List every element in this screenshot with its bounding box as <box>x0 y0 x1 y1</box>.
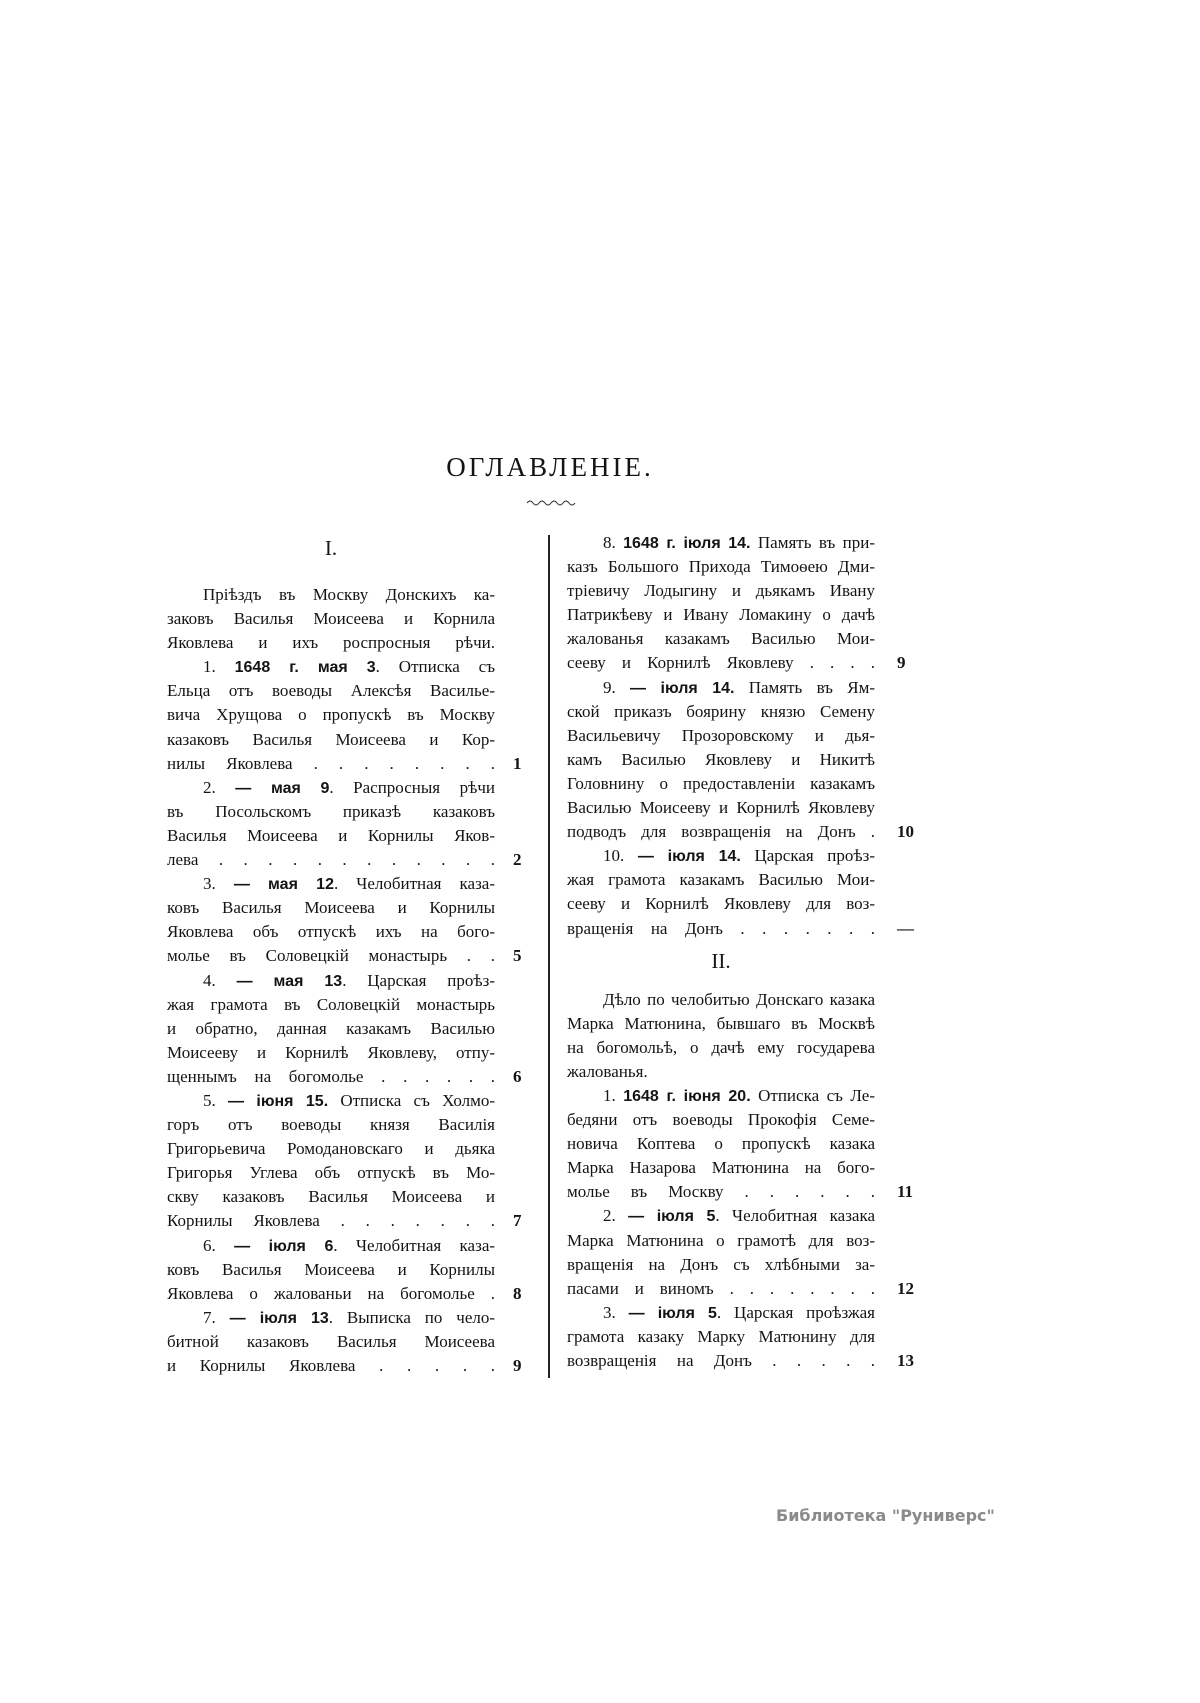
entry-number: 1. <box>603 1085 616 1105</box>
toc-entry-first-line <box>167 776 495 800</box>
toc-entry-first-line <box>567 531 875 555</box>
entry-text: . Челобитная каза- <box>333 1235 496 1255</box>
toc-line: Яковлева объ отпускѣ ихъ на бого- <box>167 922 495 942</box>
page-number[interactable]: 10 <box>897 822 914 842</box>
toc-line: Моисееву и Корнилѣ Яковлеву, отпу- <box>167 1042 495 1062</box>
entry-number: 6. <box>203 1235 216 1255</box>
section-heading-2: II. <box>711 948 731 973</box>
toc-entry-first-line <box>567 844 875 868</box>
toc-line: молье въ Москву . . . . . . 11 <box>567 1180 875 1204</box>
page-number[interactable]: 1 <box>513 753 522 773</box>
entry-text: . Царская проѣзжая <box>716 1302 875 1322</box>
page-number[interactable]: 5 <box>513 946 522 966</box>
page-number[interactable]: 9 <box>513 1356 522 1375</box>
toc-right-column <box>567 531 914 1373</box>
toc-line: и обратно, данная казакамъ Василью <box>167 1018 495 1038</box>
toc-line: горъ отъ воеводы князя Василія <box>167 1115 495 1135</box>
entry-text: Отписка съ Ле- <box>750 1085 875 1105</box>
toc-entry <box>167 776 522 872</box>
toc-line: Григорья Углева объ отпускѣ въ Мо- <box>167 1163 495 1183</box>
toc-line: ской приказъ боярину князю Семену <box>567 701 875 721</box>
toc-entry <box>567 1084 914 1204</box>
toc-entry <box>167 655 522 775</box>
entry-text: . Отписка съ <box>375 657 495 677</box>
entry-date: — іюля 5 <box>628 1304 717 1322</box>
toc-entry-first-line <box>167 655 495 679</box>
library-watermark: Библиотека "Руниверс" <box>776 1506 995 1525</box>
entry-date: — мая 9 <box>235 779 330 797</box>
toc-line: Головнину о предоставленіи казакамъ <box>567 773 875 793</box>
toc-line: новича Коптева о пропускѣ казака <box>567 1134 875 1154</box>
entry-date: — іюля 6 <box>234 1237 334 1255</box>
page-number[interactable]: 9 <box>897 653 906 673</box>
toc-line: Васильевичу Прозоровскому и дья- <box>567 725 875 745</box>
page-number[interactable]: — <box>897 918 914 938</box>
toc-line: казъ Большого Прихода Тимоѳею Дми- <box>567 557 875 577</box>
toc-line: подводъ для возвращенія на Донъ . 10 <box>567 820 875 844</box>
toc-line: Василья Моисеева и Корнилы Яков- <box>167 825 495 845</box>
entry-number: 2. <box>603 1206 616 1226</box>
toc-entry <box>167 969 522 1089</box>
toc-entry <box>167 1234 522 1306</box>
toc-entry <box>167 1306 522 1378</box>
toc-line: тріевичу Лодыгину и дьякамъ Ивану <box>567 581 875 601</box>
entry-text: Память въ при- <box>750 533 876 552</box>
entry-number: 8. <box>603 533 616 552</box>
toc-line: Василью Моисееву и Корнилѣ Яковлеву <box>567 798 875 818</box>
entry-date: — іюля 14. <box>630 679 735 697</box>
entry-text: Отписка съ Холмо- <box>328 1090 495 1110</box>
entry-text: . Выписка по чело- <box>328 1307 496 1327</box>
page-number[interactable]: 8 <box>513 1283 522 1303</box>
toc-entry <box>567 1204 914 1300</box>
toc-line: нилы Яковлева . . . . . . . . 1 <box>167 752 495 776</box>
page-title: ОГЛАВЛЕНІЕ. <box>446 452 654 482</box>
toc-line: Григорьевича Ромодановскаго и дьяка <box>167 1139 495 1159</box>
toc-line: сееву и Корнилѣ Яковлеву для воз- <box>567 894 875 914</box>
toc-line: въ Посольскомъ приказѣ казаковъ <box>167 801 495 821</box>
section-description <box>567 988 875 1084</box>
toc-line: Дѣло по челобитью Донскаго казака <box>603 989 875 1009</box>
toc-line: вращенія на Донъ . . . . . . . — <box>567 917 875 941</box>
toc-entry-first-line <box>167 1089 495 1113</box>
entry-date: 1648 г. іюня 20. <box>623 1087 751 1105</box>
page-number[interactable]: 7 <box>513 1211 522 1231</box>
toc-line: Прiѣздъ въ Москву Донскихъ ка- <box>203 585 495 604</box>
entry-text: . Челобитная каза- <box>333 874 496 894</box>
toc-line: Ельца отъ воеводы Алексѣя Василье- <box>167 681 495 701</box>
toc-line: битной казаковъ Василья Моисеева <box>167 1331 495 1351</box>
toc-line: Патрикѣеву и Ивану Ломакину о дачѣ <box>567 605 875 625</box>
entry-number: 4. <box>203 970 216 990</box>
toc-line: сееву и Корнилѣ Яковлеву . . . . 9 <box>567 651 875 675</box>
toc-line: жалованья казакамъ Василью Мои- <box>567 629 875 649</box>
entry-number: 5. <box>203 1090 216 1110</box>
entry-date: — іюля 5 <box>628 1208 716 1226</box>
page-number[interactable]: 2 <box>513 850 522 870</box>
section-description <box>167 583 495 655</box>
toc-line: Марка Матюнина, бывшаго въ Москвѣ <box>567 1013 875 1033</box>
entry-text: . Челобитная казака <box>715 1206 876 1226</box>
toc-entry-first-line <box>567 676 875 700</box>
entry-number: 1. <box>203 657 216 677</box>
toc-entry <box>167 1089 522 1234</box>
entry-number: 10. <box>603 846 625 866</box>
page-number[interactable]: 6 <box>513 1066 522 1086</box>
page-number[interactable]: 11 <box>897 1182 914 1202</box>
toc-entry <box>167 872 522 968</box>
page-number[interactable]: 13 <box>897 1351 914 1370</box>
toc-left-column <box>167 583 522 1378</box>
entry-text: Царская проѣз- <box>740 846 875 866</box>
entry-number: 9. <box>603 677 616 697</box>
entry-text: . Царская проѣз- <box>342 970 496 990</box>
toc-entry-first-line <box>167 1306 495 1330</box>
toc-line: ковъ Василья Моисеева и Корнилы <box>167 1259 495 1279</box>
entry-number: 7. <box>203 1307 216 1327</box>
toc-line: лева . . . . . . . . . . . . 2 <box>167 848 495 872</box>
entry-text: Память въ Ям- <box>734 677 876 697</box>
entry-date: — мая 12 <box>233 876 334 894</box>
toc-line: камъ Василью Яковлеву и Никитѣ <box>567 749 875 769</box>
toc-line: и Корнилы Яковлева . . . . . 9 <box>167 1354 495 1378</box>
toc-line: пасами и виномъ . . . . . . . . 12 <box>567 1277 875 1301</box>
entry-date: — іюля 13 <box>229 1309 329 1327</box>
toc-line: вращенія на Донъ съ хлѣбными за- <box>567 1254 875 1274</box>
toc-line: казаковъ Василья Моисеева и Кор- <box>167 729 495 749</box>
toc-line: жая грамота казакамъ Василью Мои- <box>567 870 875 890</box>
toc-line: грамота казаку Марку Матюнину для <box>567 1326 875 1346</box>
title-ornament <box>526 497 576 509</box>
toc-line: Яковлева о жалованьи на богомолье . 8 <box>167 1282 495 1306</box>
section-heading-1: I. <box>324 536 338 560</box>
entry-date: — іюля 14. <box>637 848 741 866</box>
toc-entry-first-line <box>567 1204 875 1228</box>
toc-line: Корнилы Яковлева . . . . . . . 7 <box>167 1209 495 1233</box>
entry-date: 1648 г. іюля 14. <box>623 535 751 552</box>
toc-line: жалованья. <box>567 1061 648 1081</box>
toc-line: ковъ Василья Моисеева и Корнилы <box>167 898 495 918</box>
toc-line: Марка Назарова Матюнина на бого- <box>567 1158 875 1178</box>
toc-line: скву казаковъ Василья Моисеева и <box>167 1187 495 1207</box>
toc-line: заковъ Василья Моисеева и Корнила <box>167 609 495 629</box>
toc-line: вича Хрущова о пропускѣ въ Москву <box>167 705 495 725</box>
entry-number: 3. <box>203 874 216 894</box>
entry-date: 1648 г. мая 3 <box>234 659 376 677</box>
toc-line: возвращенія на Донъ . . . . . 13 <box>567 1349 875 1373</box>
entry-text: . Распросныя рѣчи <box>329 777 495 797</box>
toc-line: Яковлева и ихъ роспросныя рѣчи. <box>167 633 495 653</box>
toc-entry-first-line <box>167 969 495 993</box>
toc-entry-first-line <box>567 1084 875 1108</box>
toc-line: на богомольѣ, о дачѣ ему государева <box>567 1037 875 1057</box>
entry-number: 3. <box>603 1302 616 1322</box>
toc-entry-first-line <box>567 1301 875 1325</box>
toc-entry-first-line <box>167 1234 495 1258</box>
toc-entry <box>567 1301 914 1373</box>
toc-line: щеннымъ на богомолье . . . . . . 6 <box>167 1065 495 1089</box>
entry-date: — мая 13 <box>236 972 343 990</box>
column-divider <box>548 535 550 1378</box>
toc-line: молье въ Соловецкій монастырь . . 5 <box>167 944 495 968</box>
toc-entry <box>567 531 906 676</box>
toc-entry-first-line <box>167 872 495 896</box>
toc-entry <box>567 676 914 845</box>
toc-line: жая грамота въ Соловецкій монастырь <box>167 994 495 1014</box>
toc-line: Марка Матюнина о грамотѣ для воз- <box>567 1230 875 1250</box>
page-number[interactable]: 12 <box>897 1278 914 1298</box>
toc-line: бедяни отъ воеводы Прокофія Семе- <box>567 1110 875 1130</box>
entry-date: — іюня 15. <box>227 1092 329 1110</box>
entry-number: 2. <box>203 777 216 797</box>
toc-entry <box>567 844 914 940</box>
